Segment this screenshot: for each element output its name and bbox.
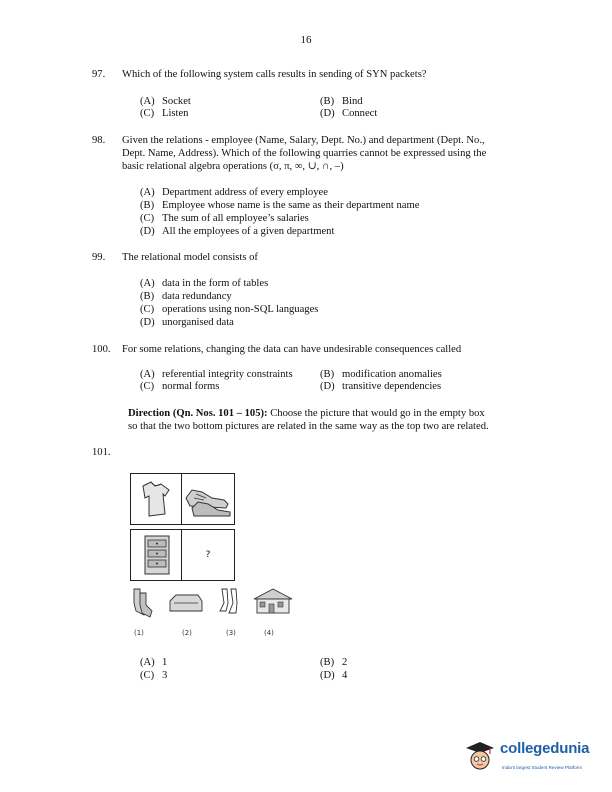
question-101-number: 101.: [92, 447, 111, 458]
option-label: (A): [140, 657, 155, 668]
option-label: (D): [320, 670, 335, 681]
option-text: 1: [162, 657, 168, 668]
option-label: (B): [320, 96, 335, 107]
option-label: (C): [140, 304, 155, 315]
question-97-number: 97.: [92, 69, 106, 80]
direction-heading: Direction (Qn. Nos. 101 – 105):: [128, 408, 268, 419]
q98-option-d[interactable]: [140, 225, 334, 238]
q98-option-a[interactable]: [140, 186, 328, 199]
option-label: (C): [140, 670, 155, 681]
collegedunia-watermark: [462, 736, 602, 780]
direction-text: [128, 407, 528, 433]
q101-option-a[interactable]: [140, 656, 167, 669]
q101-option-c[interactable]: [140, 669, 167, 682]
socks-icon: [134, 589, 152, 617]
question-98-line: basic relational algebra operations (σ, π, ∞, ∪, ∩, –): [122, 161, 344, 172]
question-99-number: 99.: [92, 252, 106, 263]
option-label: (C): [140, 108, 155, 119]
brand-tagline: India's largest Student Review Platform: [502, 765, 583, 770]
q98-option-b[interactable]: [140, 199, 419, 212]
dresser-box: [130, 529, 184, 581]
dresser-icon: [131, 530, 183, 580]
choice-label-2: (2): [182, 629, 192, 637]
q97-option-d[interactable]: [320, 107, 377, 120]
option-text: modification anomalies: [342, 369, 442, 380]
q101-option-d[interactable]: [320, 669, 347, 682]
option-label: (B): [140, 200, 155, 211]
tshirt-icon: [131, 474, 183, 524]
q100-option-d[interactable]: [320, 380, 441, 393]
option-text: data in the form of tables: [162, 278, 269, 289]
option-text: 3: [162, 670, 168, 681]
option-text: data redundancy: [162, 291, 232, 302]
question-98-line: Given the relations - employee (Name, Salary, Dept. No.) and department (Dept. No.,: [122, 135, 485, 146]
option-text: unorganised data: [162, 317, 234, 328]
question-98-text: [122, 134, 522, 173]
question-100-text: For some relations, changing the data can have undesirable consequences called: [122, 344, 462, 355]
q100-option-c[interactable]: [140, 380, 219, 393]
choice-pictures: [130, 585, 300, 621]
option-text: transitive dependencies: [342, 381, 442, 392]
direction-line-2: so that the two bottom pictures are related in the same way as the top two are related.: [128, 421, 489, 432]
question-mark: ?: [205, 550, 211, 560]
option-text: Department address of every employee: [162, 187, 328, 198]
option-label: (A): [140, 369, 155, 380]
choice-label-3: (3): [226, 629, 236, 637]
brand-name: collegedunia: [500, 740, 590, 757]
option-text: Socket: [162, 96, 191, 107]
shoes-box: [181, 473, 235, 525]
q99-option-c[interactable]: [140, 303, 318, 316]
q99-option-a[interactable]: [140, 277, 268, 290]
option-label: (A): [140, 96, 155, 107]
option-label: (D): [140, 317, 155, 328]
option-text: The sum of all employee’s salaries: [162, 213, 309, 224]
option-label: (D): [320, 108, 335, 119]
option-label: (B): [320, 657, 335, 668]
house-icon: [254, 589, 292, 613]
option-text: operations using non-SQL languages: [162, 304, 319, 315]
option-label: (C): [140, 381, 155, 392]
option-text: referential integrity constraints: [162, 369, 293, 380]
q98-option-c[interactable]: [140, 212, 309, 225]
option-text: Employee whose name is the same as their department name: [162, 200, 420, 211]
option-label: (D): [140, 226, 155, 237]
direction-line-1: Choose the picture that would go in the empty box: [267, 408, 485, 419]
q97-option-c[interactable]: [140, 107, 188, 120]
option-label: (A): [140, 278, 155, 289]
question-99-text: The relational model consists of: [122, 252, 258, 263]
empty-answer-box: [181, 529, 235, 581]
option-text: Connect: [342, 108, 378, 119]
q101-option-b[interactable]: [320, 656, 347, 669]
shoes-icon: [182, 474, 234, 524]
question-98-line: Dept. Name, Address). Which of the following quarries cannot be expressed using the: [122, 148, 487, 159]
option-label: (A): [140, 187, 155, 198]
sofa-icon: [170, 595, 202, 611]
question-97-text: Which of the following system calls results in sending of SYN packets?: [122, 69, 427, 80]
option-text: Bind: [342, 96, 363, 107]
option-text: 4: [342, 670, 348, 681]
q99-option-b[interactable]: [140, 290, 232, 303]
option-text: 2: [342, 657, 348, 668]
option-label: (D): [320, 381, 335, 392]
option-label: (B): [140, 291, 155, 302]
choice-label-1: (1): [134, 629, 144, 637]
choice-label-4: (4): [264, 629, 274, 637]
tshirt-box: [130, 473, 184, 525]
question-98-number: 98.: [92, 135, 106, 146]
option-text: normal forms: [162, 381, 220, 392]
question-100-number: 100.: [92, 344, 111, 355]
q99-option-d[interactable]: [140, 316, 234, 329]
option-text: All the employees of a given department: [162, 226, 335, 237]
option-label: (C): [140, 213, 155, 224]
page-number: 16: [300, 34, 312, 46]
option-label: (B): [320, 369, 335, 380]
option-text: Listen: [162, 108, 189, 119]
graduate-mascot-icon: [462, 738, 498, 774]
stockings-icon: [220, 589, 237, 613]
